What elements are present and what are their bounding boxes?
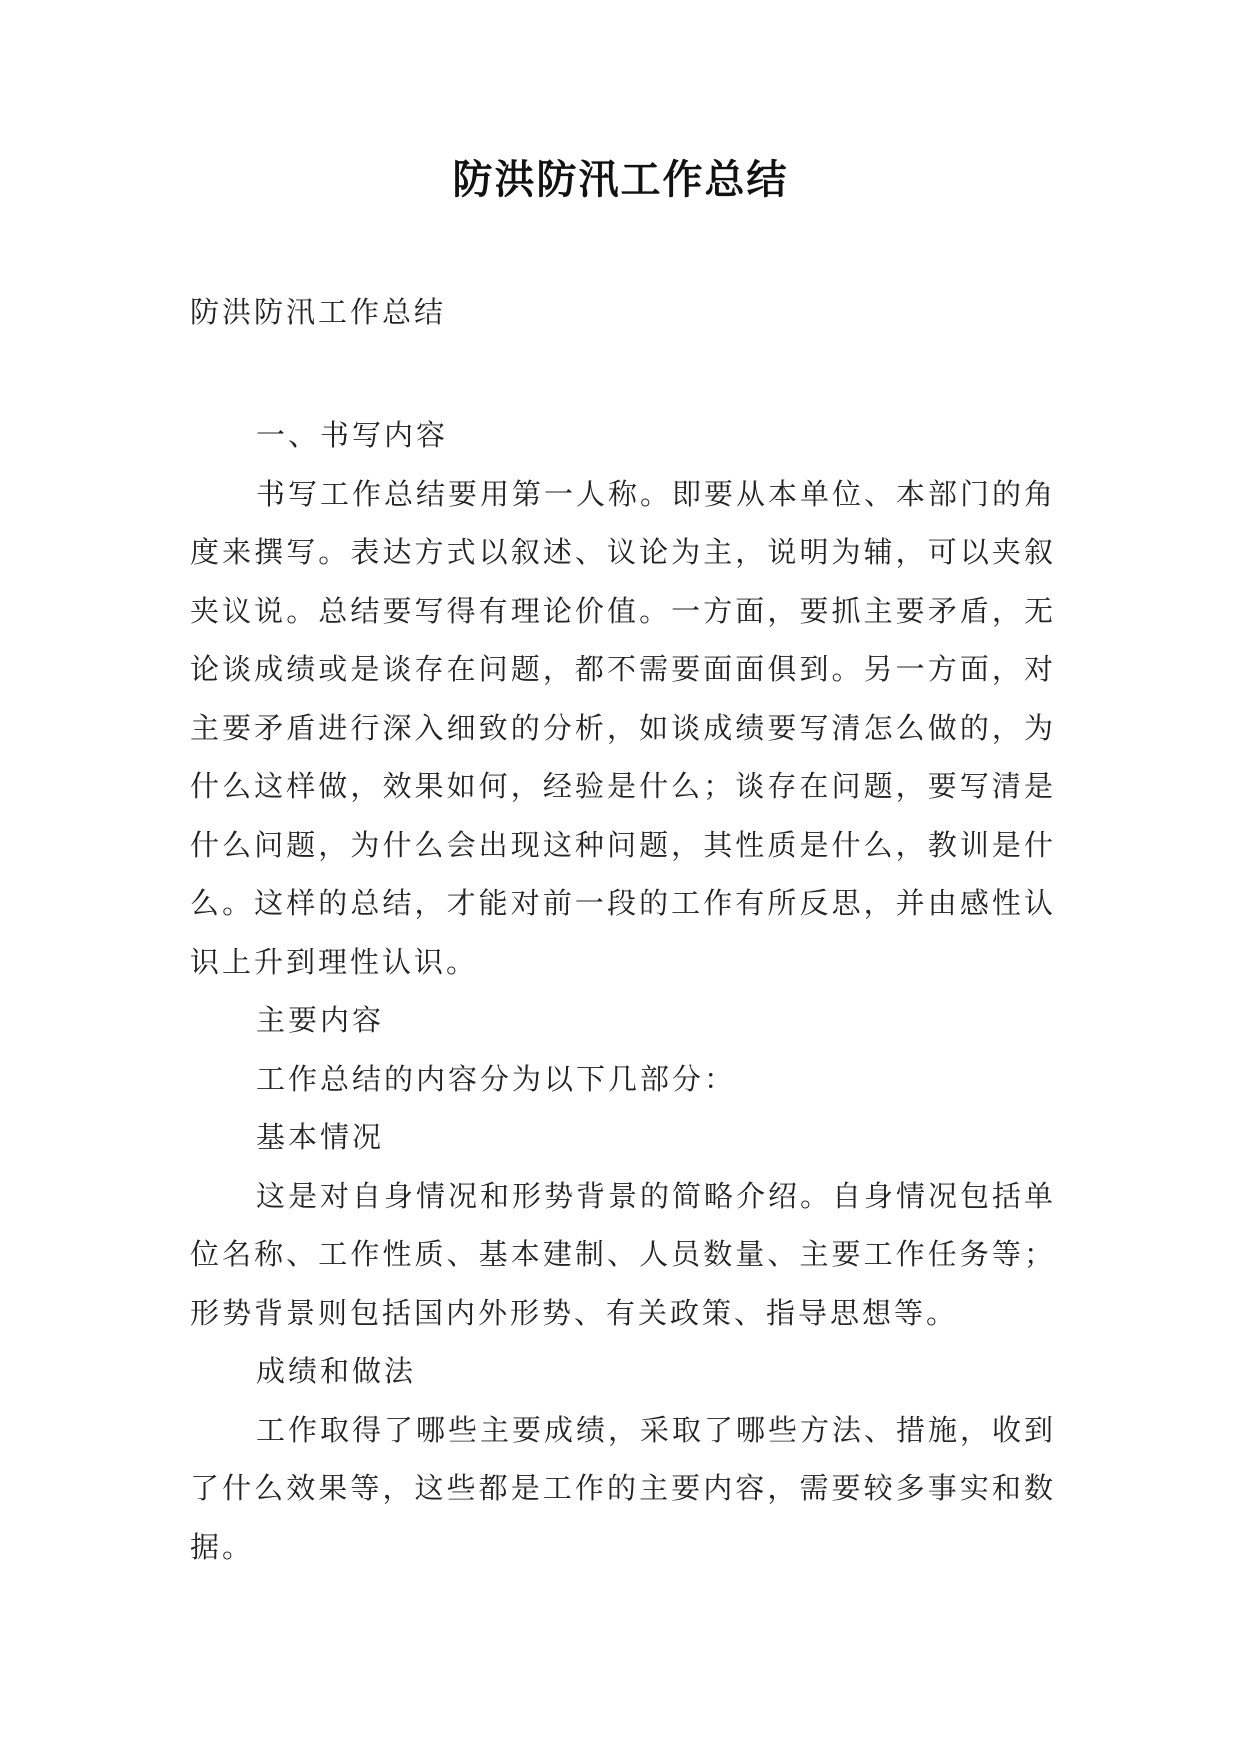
body-paragraph: 书写工作总结要用第一人称。即要从本单位、本部门的角度来撰写。表达方式以叙述、议论为主，说明为辅，可以夹叙夹议说。总结要写得有理论价值。一方面，要抓主要矛盾，无论谈成绩或是谈存在问题，都不需要面面俱到。另一方面，对主要矛盾进行深入细致的分析，如谈成绩要写清怎么做的，为什么这样做，效果如何，经验是什么；谈存在问题，要写清是什么问题，为什么会出现这种问题，其性质是什么，教训是什么。这样的总结，才能对前一段的工作有所反思，并由感性认识上升到理性认识。 [190, 476, 1057, 979]
section-heading-main-content: 主要内容 [256, 1003, 385, 1037]
document-subtitle: 防洪防汛工作总结 [190, 295, 447, 329]
body-paragraph: 工作总结的内容分为以下几部分： [256, 1061, 737, 1096]
section-heading-achievements: 成绩和做法 [256, 1354, 417, 1388]
body-paragraph: 工作取得了哪些主要成绩，采取了哪些方法、措施，收到了什么效果等，这些都是工作的主要内容，需要较多事实和数据。 [190, 1412, 1057, 1564]
document-title: 防洪防汛工作总结 [452, 156, 789, 203]
body-paragraph: 这是对自身情况和形势背景的简略介绍。自身情况包括单位名称、工作性质、基本建制、人员数量、主要工作任务等；形势背景则包括国内外形势、有关政策、指导思想等。 [190, 1178, 1057, 1330]
section-heading-basic-situation: 基本情况 [256, 1120, 385, 1154]
section-heading-writing-content: 一、书写内容 [256, 418, 449, 452]
document-body [190, 406, 1056, 1576]
